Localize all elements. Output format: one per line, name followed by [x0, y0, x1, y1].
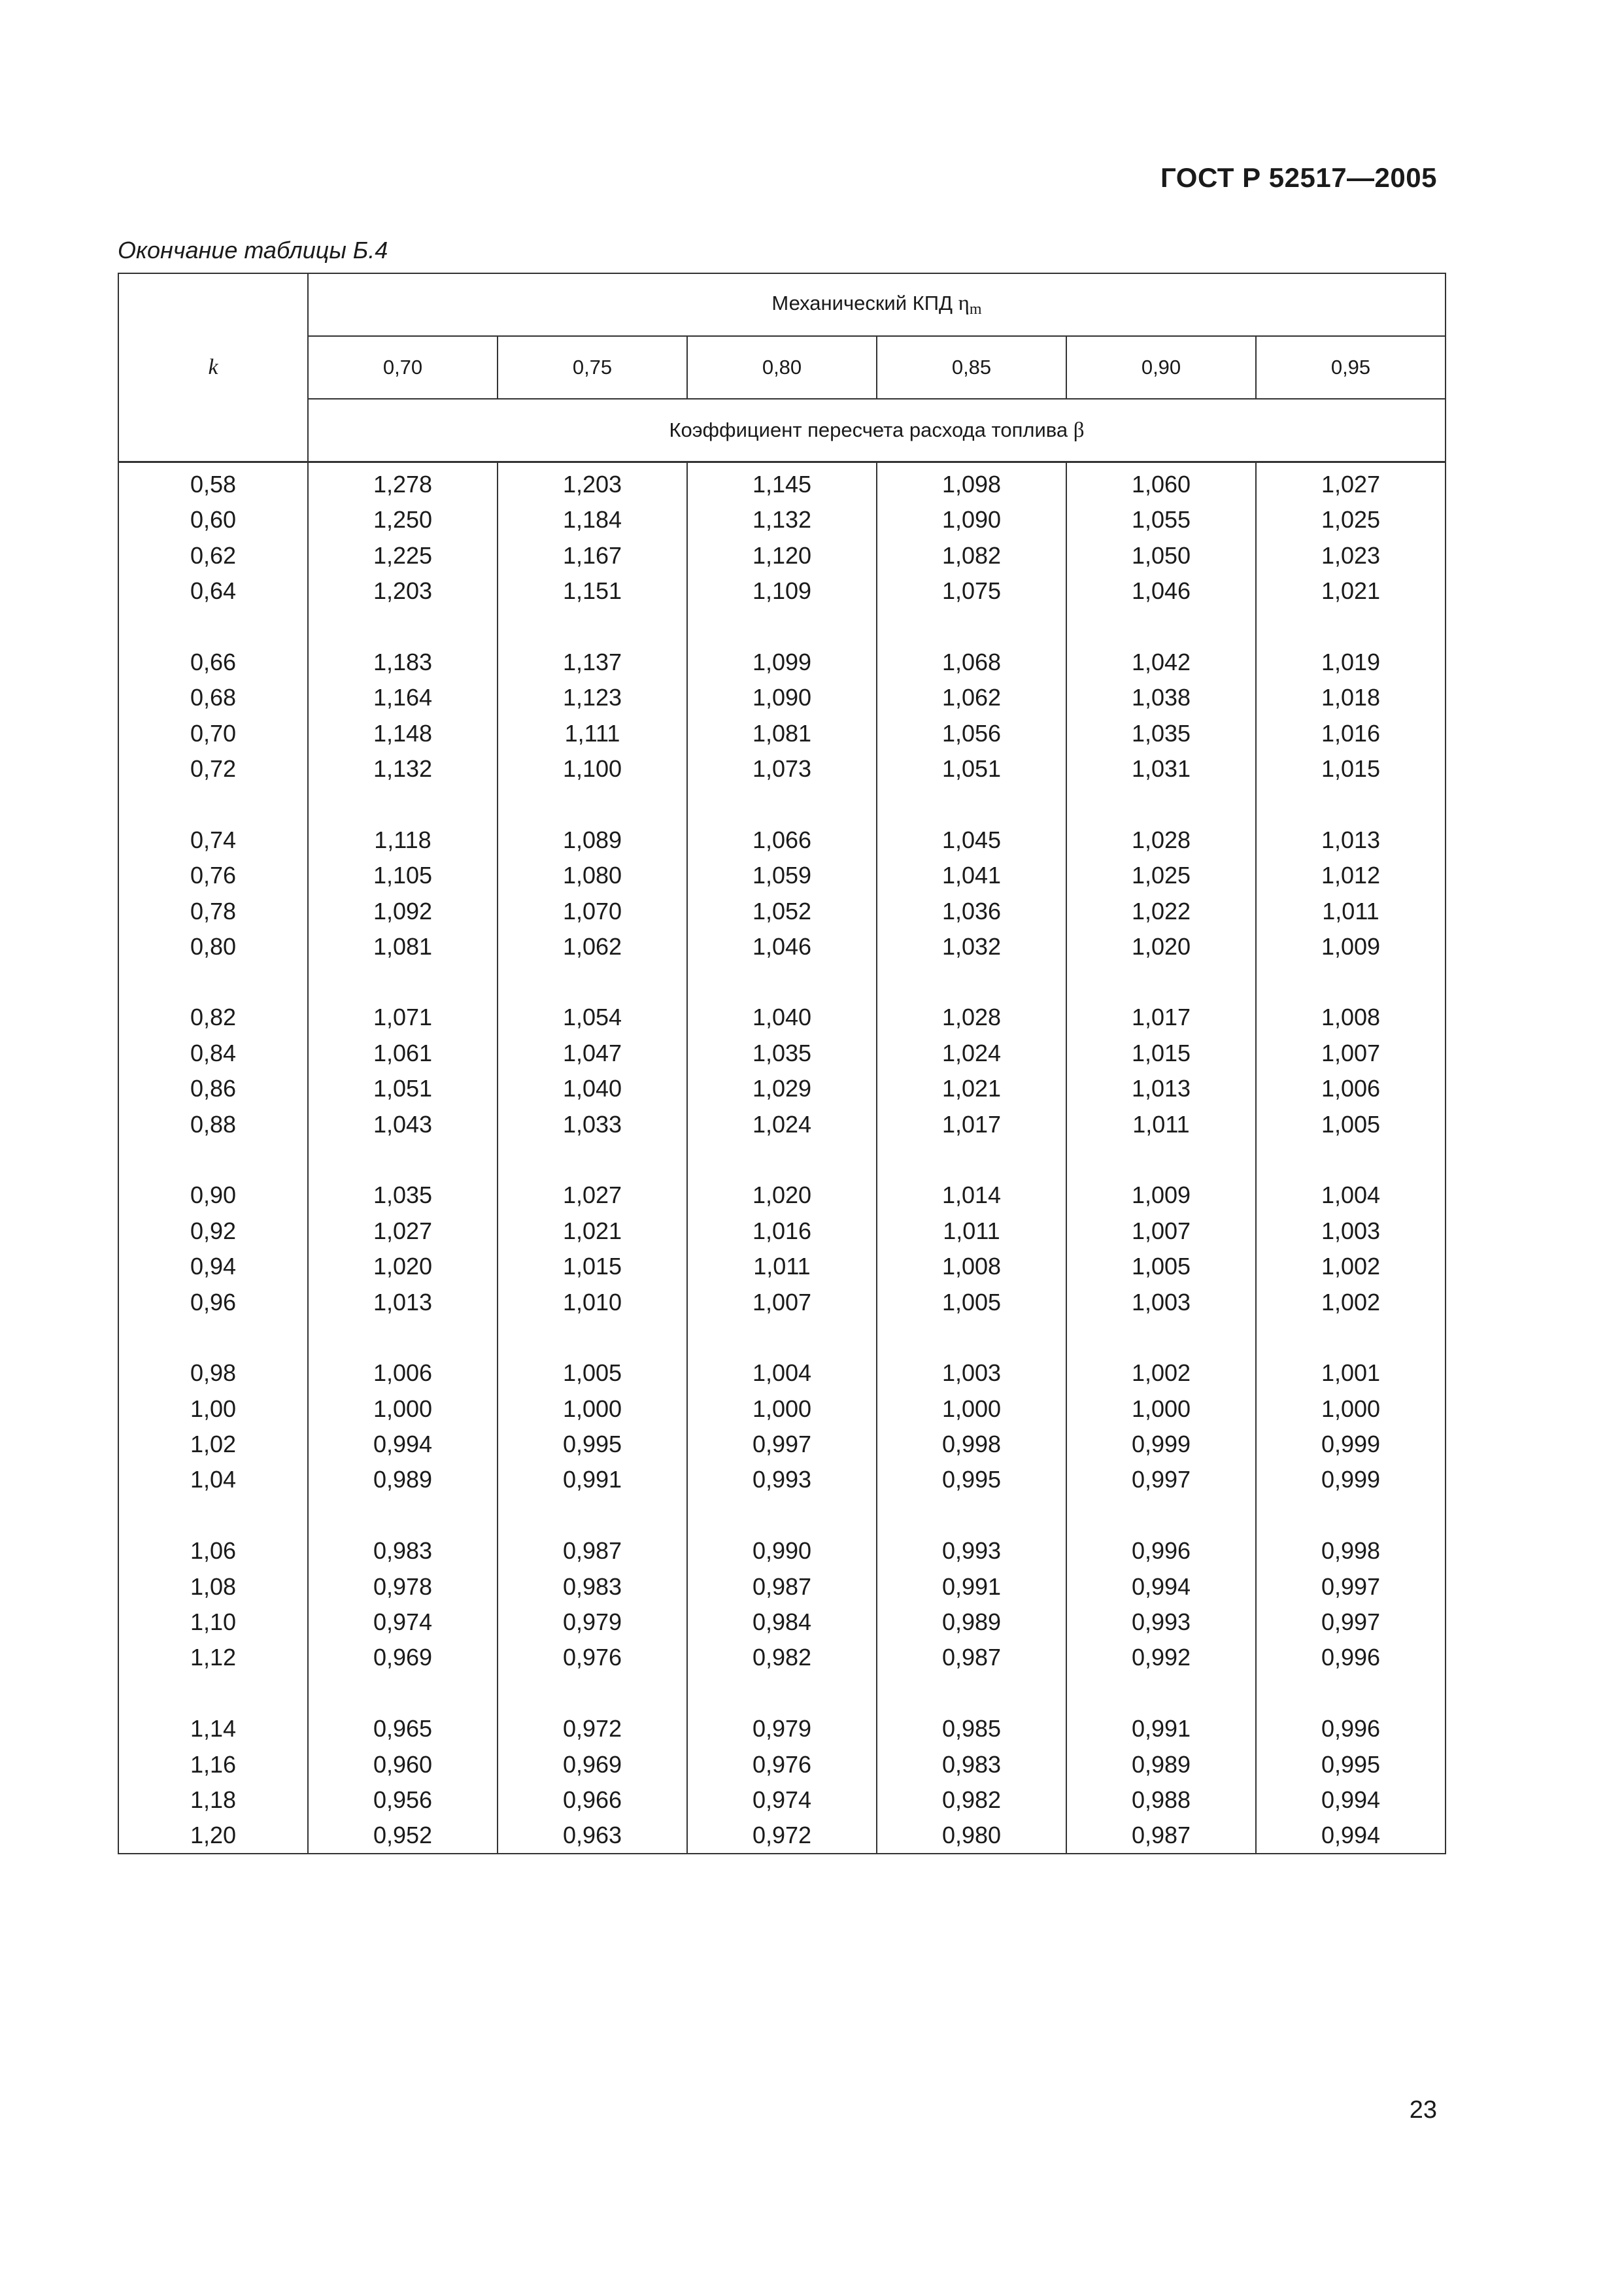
coefficient-cell: 1,021: [498, 1214, 687, 1249]
coefficient-cell: 1,035: [687, 1036, 877, 1071]
efficiency-column-header: 0,70: [308, 336, 498, 399]
coefficient-cell: 0,999: [1256, 1462, 1446, 1497]
eta-subscript: m: [969, 300, 982, 318]
table-row: [118, 1462, 1446, 1497]
fuel-coefficient-label: Коэффициент пересчета расхода топлива: [669, 418, 1074, 441]
k-value-cell: 0,68: [118, 680, 308, 715]
coefficient-cell: 1,000: [308, 1391, 498, 1427]
coefficient-cell: 1,250: [308, 502, 498, 537]
k-value-cell: 0,90: [118, 1142, 308, 1214]
coefficient-cell: 0,972: [687, 1818, 877, 1854]
coefficient-cell: 1,098: [877, 462, 1066, 503]
coefficient-cell: 1,004: [1256, 1142, 1446, 1214]
coefficient-cell: 1,046: [1066, 573, 1256, 609]
coefficient-cell: 1,203: [308, 573, 498, 609]
table-row: [118, 502, 1446, 537]
coefficient-cell: 1,013: [1256, 787, 1446, 858]
coefficient-cell: 0,984: [687, 1605, 877, 1640]
coefficient-cell: 1,025: [1066, 858, 1256, 893]
coefficient-cell: 1,052: [687, 893, 877, 928]
coefficient-cell: 1,016: [1256, 715, 1446, 751]
coefficient-cell: 0,994: [1256, 1818, 1446, 1854]
table-row: [118, 573, 1446, 609]
coefficient-cell: 1,151: [498, 573, 687, 609]
coefficient-cell: 0,989: [308, 1462, 498, 1497]
coefficient-cell: 1,055: [1066, 502, 1256, 537]
coefficient-cell: 1,005: [1256, 1107, 1446, 1142]
efficiency-column-header: 0,85: [877, 336, 1066, 399]
coefficient-cell: 1,070: [498, 893, 687, 928]
coefficient-cell: 0,976: [498, 1640, 687, 1675]
coefficient-cell: 1,036: [877, 893, 1066, 928]
coefficient-cell: 1,041: [877, 858, 1066, 893]
coefficient-cell: 1,111: [498, 715, 687, 751]
coefficient-cell: 1,056: [877, 715, 1066, 751]
coefficient-cell: 1,015: [498, 1249, 687, 1284]
coefficient-cell: 1,038: [1066, 680, 1256, 715]
k-value-cell: 0,72: [118, 751, 308, 787]
coefficient-cell: 1,061: [308, 1036, 498, 1071]
coefficient-cell: 1,000: [687, 1391, 877, 1427]
eta-symbol: η: [958, 291, 970, 315]
k-value-cell: 1,20: [118, 1818, 308, 1854]
coefficient-cell: 1,008: [877, 1249, 1066, 1284]
coefficient-cell: 0,988: [1066, 1782, 1256, 1818]
coefficient-cell: 1,068: [877, 609, 1066, 680]
k-value-cell: 0,76: [118, 858, 308, 893]
coefficient-cell: 1,047: [498, 1036, 687, 1071]
coefficient-cell: 1,000: [877, 1391, 1066, 1427]
k-value-cell: 0,96: [118, 1284, 308, 1319]
coefficient-cell: 0,974: [308, 1605, 498, 1640]
coefficient-cell: 1,060: [1066, 462, 1256, 503]
coefficient-cell: 1,020: [1066, 929, 1256, 964]
coefficient-cell: 0,998: [877, 1427, 1066, 1462]
coefficient-cell: 1,022: [1066, 893, 1256, 928]
k-value-cell: 0,74: [118, 787, 308, 858]
coefficient-cell: 0,993: [687, 1462, 877, 1497]
fuel-coefficient-header: [308, 399, 1446, 462]
coefficient-cell: 1,105: [308, 858, 498, 893]
table-row: [118, 858, 1446, 893]
coefficient-cell: 1,017: [877, 1107, 1066, 1142]
coefficient-cell: 0,996: [1256, 1676, 1446, 1747]
k-value-cell: 1,12: [118, 1640, 308, 1675]
coefficient-cell: 0,985: [877, 1676, 1066, 1747]
k-value-cell: 1,18: [118, 1782, 308, 1818]
k-value-cell: 0,86: [118, 1071, 308, 1106]
coefficient-cell: 1,011: [877, 1214, 1066, 1249]
page-number: 23: [1409, 2096, 1437, 2124]
k-value-cell: 1,04: [118, 1462, 308, 1497]
coefficient-cell: 1,007: [1066, 1214, 1256, 1249]
k-value-cell: 0,58: [118, 462, 308, 503]
coefficient-cell: 0,997: [1066, 1462, 1256, 1497]
coefficient-cell: 1,031: [1066, 751, 1256, 787]
coefficient-cell: 1,081: [687, 715, 877, 751]
coefficient-cell: 0,983: [498, 1569, 687, 1605]
table-row: [118, 1747, 1446, 1782]
coefficient-cell: 1,009: [1066, 1142, 1256, 1214]
coefficient-cell: 0,969: [308, 1640, 498, 1675]
coefficient-cell: 1,062: [877, 680, 1066, 715]
k-value-cell: 0,78: [118, 893, 308, 928]
efficiency-column-header: 0,75: [498, 336, 687, 399]
coefficient-cell: 0,960: [308, 1747, 498, 1782]
coefficient-cell: 1,021: [877, 1071, 1066, 1106]
coefficient-cell: 1,132: [308, 751, 498, 787]
coefficient-cell: 1,059: [687, 858, 877, 893]
table-row: [118, 1249, 1446, 1284]
table-header: [118, 273, 1446, 462]
table-row: [118, 1569, 1446, 1605]
coefficient-cell: 1,007: [687, 1284, 877, 1319]
coefficient-cell: 1,051: [877, 751, 1066, 787]
table-row: [118, 1818, 1446, 1854]
coefficient-cell: 1,145: [687, 462, 877, 503]
table-row: [118, 715, 1446, 751]
table-caption: Окончание таблицы Б.4: [118, 237, 388, 264]
coefficient-cell: 1,042: [1066, 609, 1256, 680]
k-value-cell: 0,80: [118, 929, 308, 964]
table-row: [118, 1036, 1446, 1071]
coefficient-cell: 1,025: [1256, 502, 1446, 537]
k-value-cell: 1,10: [118, 1605, 308, 1640]
coefficient-cell: 1,109: [687, 573, 877, 609]
table-row: [118, 964, 1446, 1036]
k-value-cell: 0,88: [118, 1107, 308, 1142]
coefficient-cell: 0,978: [308, 1569, 498, 1605]
k-value-cell: 1,02: [118, 1427, 308, 1462]
coefficient-cell: 0,989: [877, 1605, 1066, 1640]
coefficient-cell: 0,991: [1066, 1676, 1256, 1747]
k-value-cell: 1,16: [118, 1747, 308, 1782]
coefficient-cell: 1,011: [687, 1249, 877, 1284]
table-row: [118, 1782, 1446, 1818]
coefficient-cell: 1,132: [687, 502, 877, 537]
k-value-cell: 1,06: [118, 1498, 308, 1569]
coefficient-cell: 0,997: [1256, 1569, 1446, 1605]
coefficient-cell: 0,972: [498, 1676, 687, 1747]
coefficient-cell: 1,002: [1256, 1284, 1446, 1319]
coefficient-cell: 0,952: [308, 1818, 498, 1854]
coefficient-cell: 0,995: [498, 1427, 687, 1462]
table-row: [118, 1214, 1446, 1249]
coefficient-cell: 1,073: [687, 751, 877, 787]
coefficient-cell: 1,005: [877, 1284, 1066, 1319]
coefficient-cell: 0,995: [877, 1462, 1066, 1497]
k-value-cell: 0,62: [118, 538, 308, 573]
coefficient-cell: 1,090: [877, 502, 1066, 537]
coefficient-cell: 0,956: [308, 1782, 498, 1818]
coefficient-cell: 0,996: [1256, 1640, 1446, 1675]
coefficient-cell: 1,118: [308, 787, 498, 858]
coefficient-cell: 0,963: [498, 1818, 687, 1854]
coefficient-cell: 0,998: [1256, 1498, 1446, 1569]
coefficient-cell: 1,080: [498, 858, 687, 893]
coefficient-cell: 1,043: [308, 1107, 498, 1142]
coefficient-cell: 1,148: [308, 715, 498, 751]
coefficient-cell: 0,976: [687, 1747, 877, 1782]
table-row: [118, 1676, 1446, 1747]
coefficient-cell: 1,046: [687, 929, 877, 964]
coefficient-cell: 1,015: [1256, 751, 1446, 787]
coefficient-cell: 0,992: [1066, 1640, 1256, 1675]
table-row: [118, 787, 1446, 858]
coefficient-cell: 0,999: [1066, 1427, 1256, 1462]
coefficient-cell: 1,040: [498, 1071, 687, 1106]
coefficient-cell: 1,007: [1256, 1036, 1446, 1071]
coefficient-cell: 1,029: [687, 1071, 877, 1106]
table-row: [118, 680, 1446, 715]
coefficient-cell: 1,027: [308, 1214, 498, 1249]
table-row: [118, 1498, 1446, 1569]
coefficient-cell: 0,989: [1066, 1747, 1256, 1782]
k-value-cell: 0,70: [118, 715, 308, 751]
coefficient-cell: 0,991: [877, 1569, 1066, 1605]
coefficient-cell: 0,979: [498, 1605, 687, 1640]
k-column-header: k: [118, 273, 308, 462]
coefficient-cell: 1,006: [1256, 1071, 1446, 1106]
coefficient-cell: 1,054: [498, 964, 687, 1036]
coefficient-cell: 1,164: [308, 680, 498, 715]
coefficient-cell: 1,278: [308, 462, 498, 503]
coefficient-cell: 1,023: [1256, 538, 1446, 573]
coefficient-cell: 1,021: [1256, 573, 1446, 609]
table-row: [118, 1391, 1446, 1427]
coefficient-cell: 1,028: [1066, 787, 1256, 858]
coefficient-cell: 1,090: [687, 680, 877, 715]
coefficient-cell: 1,033: [498, 1107, 687, 1142]
coefficient-cell: 0,997: [1256, 1605, 1446, 1640]
coefficient-cell: 1,005: [498, 1320, 687, 1391]
coefficient-cell: 1,011: [1066, 1107, 1256, 1142]
mechanical-efficiency-label: Механический КПД: [771, 291, 958, 314]
table-body: [118, 462, 1446, 1854]
coefficient-cell: 0,993: [877, 1498, 1066, 1569]
coefficient-cell: 1,003: [1256, 1214, 1446, 1249]
k-value-cell: 0,82: [118, 964, 308, 1036]
k-value-cell: 0,92: [118, 1214, 308, 1249]
coefficient-cell: 1,019: [1256, 609, 1446, 680]
coefficient-cell: 1,004: [687, 1320, 877, 1391]
table-row: [118, 1284, 1446, 1319]
coefficient-cell: 0,987: [687, 1569, 877, 1605]
coefficient-cell: 1,040: [687, 964, 877, 1036]
coefficient-cell: 0,987: [498, 1498, 687, 1569]
coefficient-cell: 1,075: [877, 573, 1066, 609]
coefficient-cell: 0,979: [687, 1676, 877, 1747]
table-row: [118, 462, 1446, 503]
efficiency-column-header: 0,80: [687, 336, 877, 399]
coefficient-cell: 1,002: [1256, 1249, 1446, 1284]
coefficient-cell: 1,020: [687, 1142, 877, 1214]
coefficient-cell: 1,051: [308, 1071, 498, 1106]
coefficient-cell: 1,002: [1066, 1320, 1256, 1391]
coefficient-cell: 1,024: [877, 1036, 1066, 1071]
coefficient-cell: 1,012: [1256, 858, 1446, 893]
mechanical-efficiency-header: [308, 273, 1446, 336]
coefficient-cell: 1,027: [498, 1142, 687, 1214]
document-number: ГОСТ Р 52517—2005: [1160, 162, 1437, 193]
k-value-cell: 1,08: [118, 1569, 308, 1605]
coefficient-cell: 0,983: [308, 1498, 498, 1569]
k-value-cell: 1,00: [118, 1391, 308, 1427]
coefficient-cell: 1,066: [687, 787, 877, 858]
coefficient-cell: 1,018: [1256, 680, 1446, 715]
table-row: [118, 1142, 1446, 1214]
coefficient-cell: 1,010: [498, 1284, 687, 1319]
coefficient-cell: 0,980: [877, 1818, 1066, 1854]
coefficient-cell: 1,123: [498, 680, 687, 715]
coefficient-cell: 1,014: [877, 1142, 1066, 1214]
coefficient-cell: 1,203: [498, 462, 687, 503]
coefficient-cell: 1,011: [1256, 893, 1446, 928]
coefficient-cell: 1,225: [308, 538, 498, 573]
k-value-cell: 0,94: [118, 1249, 308, 1284]
coefficient-cell: 1,013: [1066, 1071, 1256, 1106]
table-row: [118, 1640, 1446, 1675]
coefficient-cell: 0,974: [687, 1782, 877, 1818]
table-row: [118, 609, 1446, 680]
coefficient-cell: 0,982: [687, 1640, 877, 1675]
coefficient-cell: 1,045: [877, 787, 1066, 858]
table-row: [118, 1427, 1446, 1462]
coefficient-cell: 1,006: [308, 1320, 498, 1391]
k-value-cell: 0,98: [118, 1320, 308, 1391]
coefficient-cell: 0,994: [1066, 1569, 1256, 1605]
coefficient-cell: 1,167: [498, 538, 687, 573]
k-value-cell: 0,84: [118, 1036, 308, 1071]
coefficient-cell: 1,089: [498, 787, 687, 858]
coefficient-cell: 0,969: [498, 1747, 687, 1782]
coefficient-cell: 0,983: [877, 1747, 1066, 1782]
coefficient-cell: 1,017: [1066, 964, 1256, 1036]
coefficient-cell: 0,987: [1066, 1818, 1256, 1854]
coefficient-cell: 1,005: [1066, 1249, 1256, 1284]
coefficient-cell: 0,996: [1066, 1498, 1256, 1569]
k-value-cell: 1,14: [118, 1676, 308, 1747]
coefficient-cell: 1,082: [877, 538, 1066, 573]
coefficient-cell: 1,183: [308, 609, 498, 680]
coefficient-cell: 0,991: [498, 1462, 687, 1497]
coefficient-cell: 1,001: [1256, 1320, 1446, 1391]
table-row: [118, 929, 1446, 964]
coefficient-cell: 1,035: [1066, 715, 1256, 751]
coefficient-cell: 1,081: [308, 929, 498, 964]
coefficient-cell: 0,966: [498, 1782, 687, 1818]
coefficient-cell: 0,965: [308, 1676, 498, 1747]
coefficient-cell: 0,994: [308, 1427, 498, 1462]
coefficient-cell: 1,184: [498, 502, 687, 537]
k-value-cell: 0,60: [118, 502, 308, 537]
beta-symbol: β: [1073, 418, 1085, 442]
coefficient-cell: 1,008: [1256, 964, 1446, 1036]
table-row: [118, 893, 1446, 928]
coefficient-cell: 0,990: [687, 1498, 877, 1569]
table-row: [118, 1071, 1446, 1106]
coefficient-cell: 1,120: [687, 538, 877, 573]
k-value-cell: 0,66: [118, 609, 308, 680]
coefficient-cell: 1,100: [498, 751, 687, 787]
coefficient-cell: 1,027: [1256, 462, 1446, 503]
table-row: [118, 1605, 1446, 1640]
coefficient-cell: 1,032: [877, 929, 1066, 964]
coefficient-cell: 1,050: [1066, 538, 1256, 573]
coefficient-cell: 1,016: [687, 1214, 877, 1249]
coefficient-cell: 1,035: [308, 1142, 498, 1214]
coefficient-cell: 0,982: [877, 1782, 1066, 1818]
coefficient-cell: 1,003: [1066, 1284, 1256, 1319]
coefficient-cell: 1,092: [308, 893, 498, 928]
efficiency-column-header: 0,95: [1256, 336, 1446, 399]
coefficient-cell: 1,024: [687, 1107, 877, 1142]
coefficient-cell: 0,997: [687, 1427, 877, 1462]
coefficient-cell: 1,003: [877, 1320, 1066, 1391]
coefficient-cell: 0,994: [1256, 1782, 1446, 1818]
coefficient-cell: 1,000: [1256, 1391, 1446, 1427]
coefficient-cell: 1,015: [1066, 1036, 1256, 1071]
coefficient-cell: 1,062: [498, 929, 687, 964]
coefficient-cell: 1,020: [308, 1249, 498, 1284]
efficiency-column-header: 0,90: [1066, 336, 1256, 399]
coefficient-cell: 0,995: [1256, 1747, 1446, 1782]
coefficient-cell: 0,993: [1066, 1605, 1256, 1640]
coefficient-cell: 1,000: [498, 1391, 687, 1427]
conversion-table: [118, 273, 1446, 1854]
coefficient-cell: 1,028: [877, 964, 1066, 1036]
table-row: [118, 1320, 1446, 1391]
table-row: [118, 751, 1446, 787]
table-row: [118, 538, 1446, 573]
coefficient-cell: 1,000: [1066, 1391, 1256, 1427]
coefficient-cell: 1,013: [308, 1284, 498, 1319]
k-value-cell: 0,64: [118, 573, 308, 609]
table-row: [118, 1107, 1446, 1142]
coefficient-cell: 1,137: [498, 609, 687, 680]
coefficient-cell: 0,987: [877, 1640, 1066, 1675]
coefficient-cell: 1,071: [308, 964, 498, 1036]
coefficient-cell: 1,009: [1256, 929, 1446, 964]
coefficient-cell: 1,099: [687, 609, 877, 680]
coefficient-cell: 0,999: [1256, 1427, 1446, 1462]
